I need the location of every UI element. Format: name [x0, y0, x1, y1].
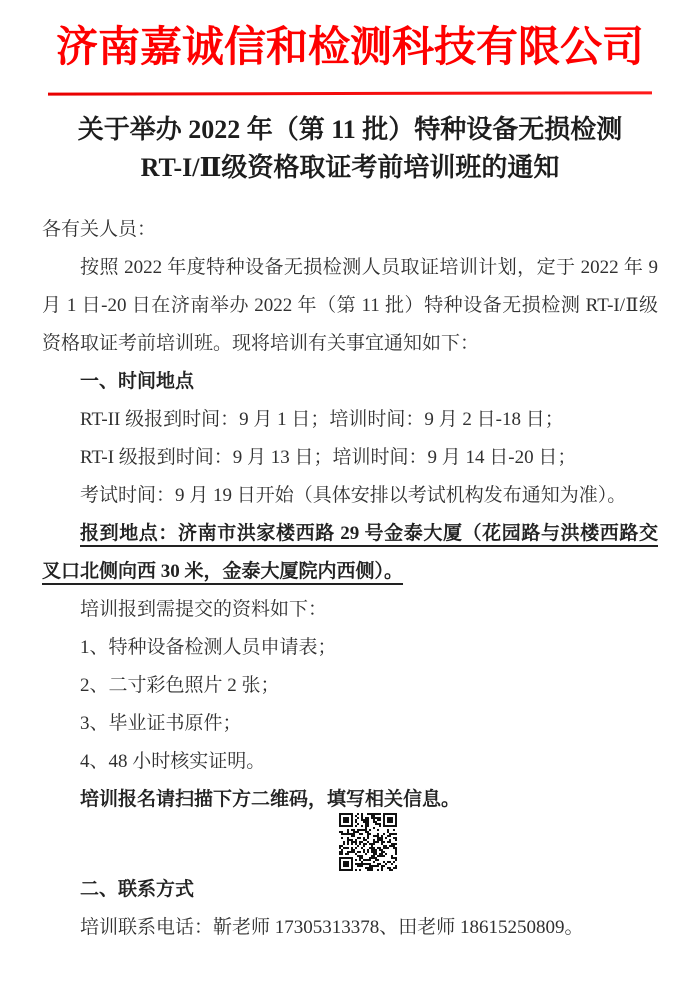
- intro-paragraph: 按照 2022 年度特种设备无损检测人员取证培训计划，定于 2022 年 9 月 1 日-20 日在济南举办 2022 年（第 11 批）特种设备无损检测 RT-I/Ⅱ级资格取证考前培训班。现将培训有关事宜通知如下：: [42, 257, 658, 354]
- header-divider: [48, 91, 652, 95]
- company-name: 济南嘉诚信和检测科技有限公司: [55, 25, 644, 71]
- venue-line: [42, 515, 658, 591]
- notice-title-line2: RT-I/Ⅱ级资格取证考前培训班的通知: [140, 153, 560, 182]
- material-item: 4、48 小时核实证明。: [80, 751, 266, 772]
- material-item: 3、毕业证书原件；: [80, 713, 242, 734]
- section-heading-time-place: 一、时间地点: [80, 371, 195, 392]
- section-heading-contact: 二、联系方式: [80, 879, 195, 900]
- qr-code: [339, 813, 397, 871]
- schedule-rt2-line: RT-II 级报到时间：9 月 1 日；培训时间：9 月 2 日-18 日；: [80, 409, 564, 430]
- exam-time-line: 考试时间：9 月 19 日开始（具体安排以考试机构发布通知为准）。: [80, 485, 627, 506]
- materials-intro: 培训报到需提交的资料如下：: [80, 599, 328, 620]
- material-item: 2、二寸彩色照片 2 张；: [80, 675, 280, 696]
- salutation: 各有关人员：: [42, 219, 157, 240]
- schedule-rt1-line: RT-I 级报到时间：9 月 13 日；培训时间：9 月 14 日-20 日；: [80, 447, 577, 468]
- venue-text: 报到地点：济南市洪家楼西路 29 号金泰大厦（花园路与洪楼西路交叉口北侧向西 30 米，金泰大厦院内西侧）。: [42, 523, 658, 582]
- notice-body: [42, 211, 658, 947]
- notice-title: [0, 111, 700, 187]
- notice-title-line1: 关于举办 2022 年（第 11 批）特种设备无损检测: [77, 115, 623, 144]
- qr-instruction: 培训报名请扫描下方二维码，填写相关信息。: [80, 789, 461, 810]
- contact-line: 培训联系电话：靳老师 17305313378、田老师 18615250809。: [80, 917, 584, 938]
- material-item: 1、特种设备检测人员申请表；: [80, 637, 337, 658]
